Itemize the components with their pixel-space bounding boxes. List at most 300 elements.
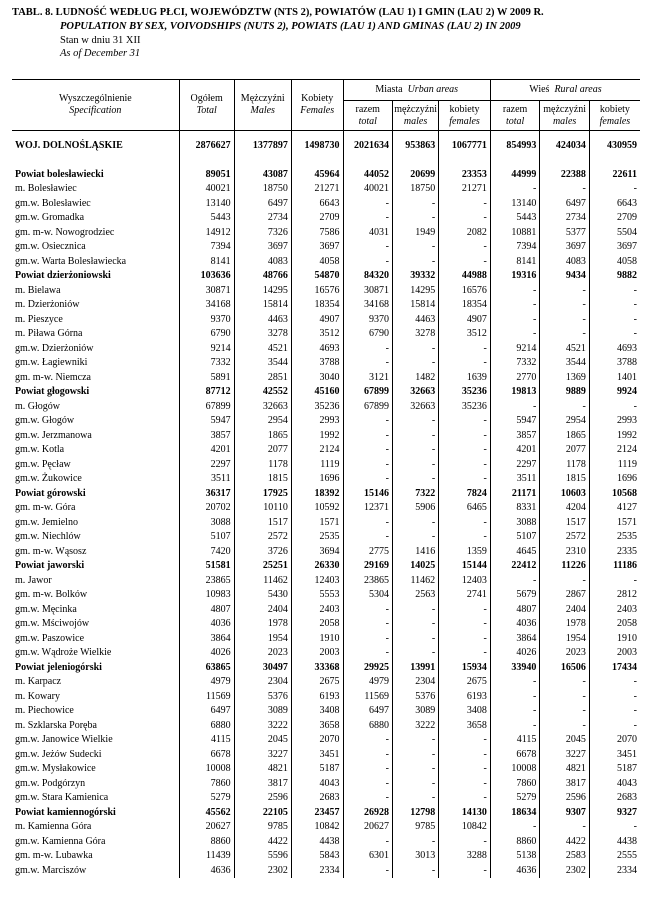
cell-females: 2334	[291, 864, 343, 879]
cell-rural-males: 5377	[540, 226, 589, 241]
cell-males: 2077	[234, 443, 291, 458]
spacer-cell	[490, 154, 539, 168]
table-row	[12, 472, 640, 487]
cell-rural-males: 424034	[540, 139, 589, 154]
cell-urban-females: 3512	[439, 327, 491, 342]
cell-males: 3089	[234, 704, 291, 719]
cell-urban-males: -	[393, 356, 439, 371]
cell-total: 7860	[179, 777, 234, 792]
cell-rural-males: -	[540, 704, 589, 719]
cell-rural-males: 2596	[540, 791, 589, 806]
cell-urban-males: 11462	[393, 574, 439, 589]
cell-females: 10842	[291, 820, 343, 835]
cell-rural-males: -	[540, 574, 589, 589]
cell-males: 1178	[234, 458, 291, 473]
cell-total: 4115	[179, 733, 234, 748]
cell-rural-total: 44999	[490, 168, 539, 183]
cell-rural-females: -	[589, 284, 640, 299]
cell-urban-total: -	[343, 414, 392, 429]
cell-urban-females: -	[439, 458, 491, 473]
cell-total: 8141	[179, 255, 234, 270]
table-row	[12, 545, 640, 560]
cell-urban-females: -	[439, 472, 491, 487]
cell-males: 2404	[234, 603, 291, 618]
table-row	[12, 298, 640, 313]
row-name: Powiat jaworski	[15, 560, 85, 571]
cell-urban-males: -	[393, 429, 439, 444]
cell-rural-males: 2077	[540, 443, 589, 458]
cell-females: 7586	[291, 226, 343, 241]
table-row	[12, 849, 640, 864]
row-name: gm.w. Bolesławiec	[15, 197, 91, 209]
cell-urban-males: -	[393, 646, 439, 661]
cell-females: 5553	[291, 588, 343, 603]
cell-total: 5279	[179, 791, 234, 806]
cell-total: 23865	[179, 574, 234, 589]
table-row	[12, 240, 640, 255]
cell-total: 3864	[179, 632, 234, 647]
cell-total: 3857	[179, 429, 234, 444]
header-rural-females-pl: kobiety	[599, 103, 630, 115]
cell-rural-males: -	[540, 675, 589, 690]
cell-males: 3817	[234, 777, 291, 792]
cell-rural-total: 5279	[490, 791, 539, 806]
cell-urban-males: 1949	[393, 226, 439, 241]
cell-rural-males: -	[540, 690, 589, 705]
cell-rural-total: -	[490, 574, 539, 589]
cell-males: 4422	[234, 835, 291, 850]
cell-urban-males: -	[393, 733, 439, 748]
cell-urban-total: 30871	[343, 284, 392, 299]
header-total-pl: Ogółem	[190, 93, 223, 104]
header-total	[179, 80, 234, 131]
cell-males: 4521	[234, 342, 291, 357]
table-row	[12, 458, 640, 473]
cell-females: 4058	[291, 255, 343, 270]
cell-total: 14912	[179, 226, 234, 241]
cell-rural-females: -	[589, 313, 640, 328]
cell-urban-males: -	[393, 748, 439, 763]
row-name: WOJ. DOLNOŚLĄSKIE	[15, 140, 123, 151]
row-name: gm.w. Mysłakowice	[15, 763, 96, 774]
cell-urban-total: 9370	[343, 313, 392, 328]
cell-rural-females: -	[589, 298, 640, 313]
cell-rural-females: 1696	[589, 472, 640, 487]
cell-rural-males: -	[540, 313, 589, 328]
cell-urban-total: 29925	[343, 661, 392, 676]
cell-rural-males: 4821	[540, 762, 589, 777]
cell-females: 3040	[291, 371, 343, 386]
cell-urban-females: 1639	[439, 371, 491, 386]
cell-total: 4636	[179, 864, 234, 879]
cell-total: 2876627	[179, 139, 234, 154]
row-name: Powiat bolesławiecki	[15, 168, 104, 180]
cell-rural-males: 2867	[540, 588, 589, 603]
powiat-row	[12, 806, 640, 821]
cell-males: 25251	[234, 559, 291, 574]
cell-females: 18354	[291, 298, 343, 313]
cell-urban-males: -	[393, 603, 439, 618]
table-row	[12, 733, 640, 748]
cell-rural-total: 5138	[490, 849, 539, 864]
cell-total: 10008	[179, 762, 234, 777]
cell-females: 12403	[291, 574, 343, 589]
cell-females: 2403	[291, 603, 343, 618]
row-name: m. Kamienna Góra	[15, 821, 92, 832]
row-name: gm. m-w. Góra	[15, 502, 76, 513]
cell-urban-males: -	[393, 516, 439, 531]
cell-urban-males: -	[393, 791, 439, 806]
row-name: gm.w. Jerzmanowa	[15, 429, 92, 441]
cell-rural-total: -	[490, 675, 539, 690]
cell-rural-males: 1815	[540, 472, 589, 487]
cell-rural-total: 21171	[490, 487, 539, 502]
cell-rural-total: 8331	[490, 501, 539, 516]
cell-urban-total: 6497	[343, 704, 392, 719]
cell-males: 1815	[234, 472, 291, 487]
cell-urban-males: -	[393, 342, 439, 357]
table-row	[12, 820, 640, 835]
cell-urban-total: 2021634	[343, 139, 392, 154]
cell-urban-females: -	[439, 777, 491, 792]
cell-males: 42552	[234, 385, 291, 400]
cell-urban-females: -	[439, 603, 491, 618]
cell-males: 15814	[234, 298, 291, 313]
row-name: m. Jawor	[15, 574, 52, 586]
cell-total: 5947	[179, 414, 234, 429]
spacer-cell	[343, 131, 392, 140]
table-row	[12, 617, 640, 632]
cell-males: 2304	[234, 675, 291, 690]
header-females-pl: Kobiety	[301, 93, 334, 104]
cell-urban-total: 5304	[343, 588, 392, 603]
cell-males: 3227	[234, 748, 291, 763]
cell-rural-females: -	[589, 704, 640, 719]
cell-total: 7394	[179, 240, 234, 255]
header-total-en: Total	[196, 105, 217, 116]
cell-rural-females: 4438	[589, 835, 640, 850]
spacer-cell	[393, 154, 439, 168]
table-row	[12, 501, 640, 516]
cell-males: 7326	[234, 226, 291, 241]
cell-urban-males: 20699	[393, 168, 439, 183]
row-name: gm.w. Osiecznica	[15, 241, 86, 252]
cell-urban-females: 35236	[439, 400, 491, 415]
cell-females: 16576	[291, 284, 343, 299]
table-row	[12, 530, 640, 545]
cell-urban-males: 12798	[393, 806, 439, 821]
cell-urban-males: 2304	[393, 675, 439, 690]
cell-rural-total: -	[490, 400, 539, 415]
cell-rural-females: 1992	[589, 429, 640, 444]
cell-rural-females: 3451	[589, 748, 640, 763]
cell-urban-total: 6880	[343, 719, 392, 734]
cell-rural-total: 19316	[490, 269, 539, 284]
cell-urban-total: 15146	[343, 487, 392, 502]
cell-males: 2572	[234, 530, 291, 545]
table-title-polish: TABL. 8. LUDNOŚĆ WEDŁUG PŁCI, WOJEWÓDZTW (NTS 2), POWIATÓW (LAU 1) I GMIN (LAU 2) W 2009 R.	[12, 7, 544, 18]
spacer-cell	[12, 154, 179, 168]
cell-urban-total: -	[343, 617, 392, 632]
cell-females: 5843	[291, 849, 343, 864]
cell-males: 30497	[234, 661, 291, 676]
cell-males: 3697	[234, 240, 291, 255]
cell-total: 11569	[179, 690, 234, 705]
table-body	[12, 131, 640, 879]
cell-urban-total: 23865	[343, 574, 392, 589]
cell-males: 1954	[234, 632, 291, 647]
cell-urban-total: -	[343, 516, 392, 531]
table-row	[12, 675, 640, 690]
cell-males: 1865	[234, 429, 291, 444]
cell-total: 67899	[179, 400, 234, 415]
cell-females: 2993	[291, 414, 343, 429]
cell-urban-females: 6465	[439, 501, 491, 516]
row-name: gm.w. Jemielno	[15, 516, 78, 528]
row-name: gm. m-w. Bolków	[15, 589, 88, 600]
cell-urban-females: 2741	[439, 588, 491, 603]
cell-males: 5376	[234, 690, 291, 705]
table-row	[12, 443, 640, 458]
cell-urban-males: -	[393, 762, 439, 777]
cell-males: 2851	[234, 371, 291, 386]
cell-rural-females: 2683	[589, 791, 640, 806]
cell-males: 1978	[234, 617, 291, 632]
header-specification-en: Specification	[69, 105, 122, 116]
cell-females: 33368	[291, 661, 343, 676]
cell-total: 6497	[179, 704, 234, 719]
cell-urban-females: 15144	[439, 559, 491, 574]
cell-rural-total: 3857	[490, 429, 539, 444]
cell-urban-females: -	[439, 342, 491, 357]
cell-urban-males: 5906	[393, 501, 439, 516]
cell-total: 11439	[179, 849, 234, 864]
row-name: gm.w. Łagiewniki	[15, 357, 88, 368]
powiat-row	[12, 269, 640, 284]
cell-rural-total: -	[490, 298, 539, 313]
cell-urban-males: -	[393, 197, 439, 212]
cell-rural-males: 1369	[540, 371, 589, 386]
row-name: gm.w. Podgórzyn	[15, 777, 86, 789]
cell-rural-total: 8141	[490, 255, 539, 270]
cell-urban-males: 14025	[393, 559, 439, 574]
row-name: gm.w. Marciszów	[15, 864, 87, 876]
cell-total: 4979	[179, 675, 234, 690]
cell-rural-total: 22412	[490, 559, 539, 574]
header-rural-males-pl: mężczyźni	[543, 103, 586, 115]
cell-rural-females: 2334	[589, 864, 640, 879]
cell-rural-females: 11186	[589, 559, 640, 574]
cell-rural-females: 9327	[589, 806, 640, 821]
row-name: gm.w. Mściwojów	[15, 618, 90, 629]
cell-females: 3408	[291, 704, 343, 719]
table-row	[12, 719, 640, 734]
cell-urban-females: -	[439, 530, 491, 545]
cell-rural-females: 2993	[589, 414, 640, 429]
cell-males: 5430	[234, 588, 291, 603]
cell-rural-females: 430959	[589, 139, 640, 154]
header-specification-pl: Wyszczególnienie	[58, 93, 132, 104]
cell-rural-total: 9214	[490, 342, 539, 357]
cell-total: 9370	[179, 313, 234, 328]
cell-total: 20702	[179, 501, 234, 516]
cell-urban-males: -	[393, 443, 439, 458]
row-name: gm.w. Warta Bolesławiecka	[15, 255, 127, 267]
cell-total: 45562	[179, 806, 234, 821]
cell-rural-males: 2572	[540, 530, 589, 545]
cell-males: 1517	[234, 516, 291, 531]
cell-rural-males: 3697	[540, 240, 589, 255]
cell-rural-females: 2058	[589, 617, 640, 632]
row-name: gm.w. Gromadka	[15, 212, 85, 223]
row-name: m. Piława Górna	[15, 328, 83, 339]
cell-rural-females: 4693	[589, 342, 640, 357]
cell-rural-males: 10603	[540, 487, 589, 502]
cell-rural-total: 13140	[490, 197, 539, 212]
cell-rural-females: 1401	[589, 371, 640, 386]
cell-rural-females: 1571	[589, 516, 640, 531]
cell-rural-total: 7394	[490, 240, 539, 255]
cell-urban-total: 3121	[343, 371, 392, 386]
cell-rural-males: 2302	[540, 864, 589, 879]
spacer-cell	[589, 154, 640, 168]
cell-females: 3788	[291, 356, 343, 371]
cell-males: 3278	[234, 327, 291, 342]
cell-urban-total: 6301	[343, 849, 392, 864]
cell-rural-females: 4043	[589, 777, 640, 792]
cell-rural-males: 1978	[540, 617, 589, 632]
table-row	[12, 704, 640, 719]
row-name: gm. m-w. Niemcza	[15, 371, 91, 383]
reference-date-polish: Stan w dniu 31 XII	[60, 35, 141, 46]
cell-urban-males: -	[393, 864, 439, 879]
cell-total: 30871	[179, 284, 234, 299]
row-name: gm.w. Dzierżoniów	[15, 342, 94, 354]
cell-total: 3088	[179, 516, 234, 531]
spacer-cell	[234, 154, 291, 168]
cell-males: 9785	[234, 820, 291, 835]
cell-rural-males: -	[540, 820, 589, 835]
header-rural-males	[540, 101, 589, 131]
header-urban-en: Urban areas	[407, 84, 459, 95]
table-row	[12, 400, 640, 415]
cell-rural-males: -	[540, 284, 589, 299]
row-name: gm.w. Wądroże Wielkie	[15, 647, 112, 658]
table-row	[12, 342, 640, 357]
cell-rural-males: 2404	[540, 603, 589, 618]
cell-urban-males: 953863	[393, 139, 439, 154]
cell-rural-total: 7860	[490, 777, 539, 792]
cell-urban-males: -	[393, 472, 439, 487]
cell-rural-females: 2124	[589, 443, 640, 458]
cell-males: 6497	[234, 197, 291, 212]
cell-urban-females: -	[439, 791, 491, 806]
cell-rural-total: 2770	[490, 371, 539, 386]
cell-urban-total: 12371	[343, 501, 392, 516]
cell-urban-total: -	[343, 429, 392, 444]
table-row	[12, 255, 640, 270]
cell-males: 1377897	[234, 139, 291, 154]
cell-males: 5596	[234, 849, 291, 864]
cell-rural-males: -	[540, 182, 589, 197]
cell-females: 3658	[291, 719, 343, 734]
cell-urban-females: 7824	[439, 487, 491, 502]
header-rural-females-en: females	[599, 115, 631, 127]
cell-males: 32663	[234, 400, 291, 415]
cell-rural-females: 1119	[589, 458, 640, 473]
cell-females: 1119	[291, 458, 343, 473]
cell-urban-females: 10842	[439, 820, 491, 835]
spacer-cell	[179, 131, 234, 140]
cell-urban-females: 44988	[439, 269, 491, 284]
cell-urban-males: 3089	[393, 704, 439, 719]
cell-urban-total: 4979	[343, 675, 392, 690]
header-urban-males-pl: mężczyźni	[394, 103, 437, 115]
header-urban-females-en: females	[449, 115, 480, 127]
cell-urban-females: 1067771	[439, 139, 491, 154]
spacer-cell	[439, 131, 491, 140]
cell-females: 6643	[291, 197, 343, 212]
spacer-cell	[540, 131, 589, 140]
cell-urban-females: 16576	[439, 284, 491, 299]
cell-urban-females: -	[439, 733, 491, 748]
cell-rural-total: 5679	[490, 588, 539, 603]
cell-total: 89051	[179, 168, 234, 183]
table-row	[12, 313, 640, 328]
cell-rural-females: 2535	[589, 530, 640, 545]
cell-rural-total: 3088	[490, 516, 539, 531]
cell-urban-males: 18750	[393, 182, 439, 197]
cell-females: 2070	[291, 733, 343, 748]
cell-urban-males: -	[393, 255, 439, 270]
cell-females: 3512	[291, 327, 343, 342]
row-name: m. Głogów	[15, 400, 60, 412]
cell-rural-females: -	[589, 400, 640, 415]
cell-urban-total: -	[343, 211, 392, 226]
cell-rural-females: 2709	[589, 211, 640, 226]
table-row	[12, 835, 640, 850]
header-males-pl: Mężczyźni	[240, 93, 285, 104]
cell-males: 3544	[234, 356, 291, 371]
cell-females: 2535	[291, 530, 343, 545]
cell-urban-males: -	[393, 632, 439, 647]
cell-urban-males: -	[393, 458, 439, 473]
cell-males: 3222	[234, 719, 291, 734]
cell-total: 103636	[179, 269, 234, 284]
cell-urban-total: -	[343, 472, 392, 487]
cell-rural-total: 4645	[490, 545, 539, 560]
cell-rural-males: 2310	[540, 545, 589, 560]
cell-urban-females: -	[439, 617, 491, 632]
cell-females: 2675	[291, 675, 343, 690]
cell-rural-total: -	[490, 820, 539, 835]
cell-total: 4201	[179, 443, 234, 458]
cell-urban-total: -	[343, 458, 392, 473]
cell-urban-total: -	[343, 791, 392, 806]
cell-total: 8860	[179, 835, 234, 850]
cell-females: 3451	[291, 748, 343, 763]
cell-urban-females: 3288	[439, 849, 491, 864]
cell-males: 18750	[234, 182, 291, 197]
cell-total: 4026	[179, 646, 234, 661]
cell-females: 4043	[291, 777, 343, 792]
cell-females: 1992	[291, 429, 343, 444]
cell-rural-females: -	[589, 182, 640, 197]
table-caption	[12, 6, 642, 60]
cell-urban-males: -	[393, 211, 439, 226]
cell-rural-females: 2403	[589, 603, 640, 618]
cell-total: 5891	[179, 371, 234, 386]
